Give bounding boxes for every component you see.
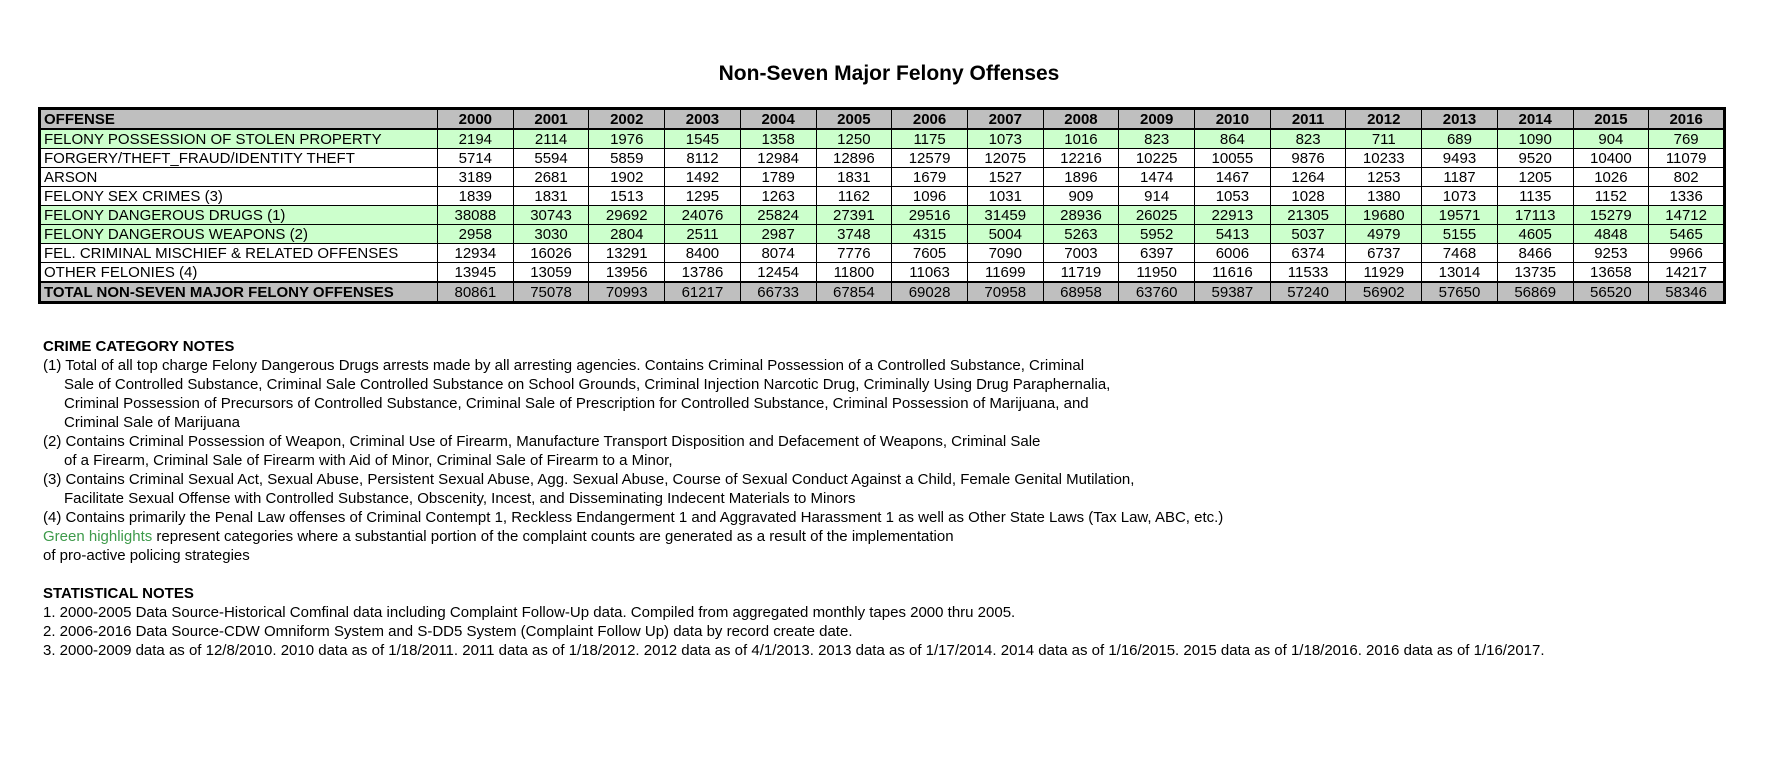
count-cell: 29692 <box>589 206 665 225</box>
count-cell: 1358 <box>740 129 816 149</box>
green-highlights-text: represent categories where a substantial portion of the complaint counts are generated as a result of the implementation <box>152 528 954 545</box>
count-cell: 12216 <box>1043 149 1119 168</box>
year-column-header: 2006 <box>892 109 968 130</box>
count-cell: 25824 <box>740 206 816 225</box>
count-cell: 11929 <box>1346 263 1422 283</box>
count-cell: 38088 <box>438 206 514 225</box>
count-cell: 22913 <box>1195 206 1271 225</box>
table-row <box>40 187 1725 206</box>
green-highlights-label: Green highlights <box>43 528 153 545</box>
note-1-line-1: (1) Total of all top charge Felony Dangerous Drugs arrests made by all arresting agencies. Contains Criminal Possession of a Controlled Substance, Criminal <box>43 357 1085 374</box>
count-cell: 13658 <box>1573 263 1649 283</box>
count-cell: 5263 <box>1043 225 1119 244</box>
count-cell: 2114 <box>513 129 589 149</box>
year-column-header: 2015 <box>1573 109 1649 130</box>
count-cell: 2804 <box>589 225 665 244</box>
offense-name: FELONY DANGEROUS WEAPONS (2) <box>40 225 438 244</box>
count-cell: 1336 <box>1649 187 1725 206</box>
count-cell: 711 <box>1346 129 1422 149</box>
count-cell: 12075 <box>967 149 1043 168</box>
count-cell: 8074 <box>740 244 816 263</box>
count-cell: 1073 <box>967 129 1043 149</box>
count-cell: 1175 <box>892 129 968 149</box>
count-cell: 12984 <box>740 149 816 168</box>
count-cell: 689 <box>1422 129 1498 149</box>
count-cell: 823 <box>1270 129 1346 149</box>
offense-name: OTHER FELONIES (4) <box>40 263 438 283</box>
count-cell: 1162 <box>816 187 892 206</box>
count-cell: 823 <box>1119 129 1195 149</box>
year-column-header: 2007 <box>967 109 1043 130</box>
count-cell: 1492 <box>665 168 741 187</box>
count-cell: 56869 <box>1497 282 1573 303</box>
year-column-header: 2016 <box>1649 109 1725 130</box>
count-cell: 11063 <box>892 263 968 283</box>
stat-note-3: 3. 2000-2009 data as of 12/8/2010. 2010 data as of 1/18/2011. 2011 data as of 1/18/2012. 2012 data as of 4/1/2013. 2013 data as of 1/17/2014. 2014 data as of 1/16/2015. 2015 data as of 1/18/2016. 2016 data as of 1/16/2017. <box>43 642 1545 659</box>
year-column-header: 2009 <box>1119 109 1195 130</box>
count-cell: 802 <box>1649 168 1725 187</box>
count-cell: 11699 <box>967 263 1043 283</box>
year-column-header: 2013 <box>1422 109 1498 130</box>
count-cell: 61217 <box>665 282 741 303</box>
count-cell: 1839 <box>438 187 514 206</box>
count-cell: 13014 <box>1422 263 1498 283</box>
offense-name: ARSON <box>40 168 438 187</box>
count-cell: 67854 <box>816 282 892 303</box>
count-cell: 7468 <box>1422 244 1498 263</box>
year-column-header: 2010 <box>1195 109 1271 130</box>
count-cell: 30743 <box>513 206 589 225</box>
count-cell: 9253 <box>1573 244 1649 263</box>
count-cell: 1295 <box>665 187 741 206</box>
count-cell: 1028 <box>1270 187 1346 206</box>
count-cell: 12896 <box>816 149 892 168</box>
count-cell: 11719 <box>1043 263 1119 283</box>
count-cell: 6737 <box>1346 244 1422 263</box>
count-cell: 7003 <box>1043 244 1119 263</box>
count-cell: 1263 <box>740 187 816 206</box>
count-cell: 5037 <box>1270 225 1346 244</box>
note-1-line-3: Criminal Possession of Precursors of Controlled Substance, Criminal Sale of Prescription for Controlled Substance, Criminal Possession of Marijuana, and <box>64 395 1089 412</box>
count-cell: 904 <box>1573 129 1649 149</box>
count-cell: 13956 <box>589 263 665 283</box>
note-1-line-2: Sale of Controlled Substance, Criminal Sale Controlled Substance on School Grounds, Criminal Injection Narcotic Drug, Criminally Using Drug Paraphernalia, <box>64 376 1111 393</box>
count-cell: 13059 <box>513 263 589 283</box>
count-cell: 24076 <box>665 206 741 225</box>
count-cell: 70958 <box>967 282 1043 303</box>
count-cell: 63760 <box>1119 282 1195 303</box>
count-cell: 9966 <box>1649 244 1725 263</box>
year-column-header: 2001 <box>513 109 589 130</box>
year-column-header: 2003 <box>665 109 741 130</box>
count-cell: 4605 <box>1497 225 1573 244</box>
count-cell: 4979 <box>1346 225 1422 244</box>
count-cell: 909 <box>1043 187 1119 206</box>
note-3-line-1: (3) Contains Criminal Sexual Act, Sexual Abuse, Persistent Sexual Abuse, Agg. Sexual Abuse, Course of Sexual Conduct Against a Child, Female Genital Mutilation, <box>43 471 1135 488</box>
count-cell: 9493 <box>1422 149 1498 168</box>
count-cell: 4315 <box>892 225 968 244</box>
table-row <box>40 225 1725 244</box>
count-cell: 11800 <box>816 263 892 283</box>
count-cell: 5004 <box>967 225 1043 244</box>
stat-note-2: 2. 2006-2016 Data Source-CDW Omniform System and S-DD5 System (Complaint Follow Up) data by record create date. <box>43 623 853 640</box>
count-cell: 1474 <box>1119 168 1195 187</box>
count-cell: 2511 <box>665 225 741 244</box>
count-cell: 14712 <box>1649 206 1725 225</box>
count-cell: 1187 <box>1422 168 1498 187</box>
count-cell: 3748 <box>816 225 892 244</box>
count-cell: 1096 <box>892 187 968 206</box>
count-cell: 12579 <box>892 149 968 168</box>
count-cell: 2681 <box>513 168 589 187</box>
count-cell: 5859 <box>589 149 665 168</box>
table-row <box>40 206 1725 225</box>
count-cell: 21305 <box>1270 206 1346 225</box>
count-cell: 31459 <box>967 206 1043 225</box>
count-cell: 1527 <box>967 168 1043 187</box>
count-cell: 13735 <box>1497 263 1573 283</box>
year-column-header: 2005 <box>816 109 892 130</box>
count-cell: 8466 <box>1497 244 1573 263</box>
count-cell: 864 <box>1195 129 1271 149</box>
count-cell: 10400 <box>1573 149 1649 168</box>
count-cell: 11950 <box>1119 263 1195 283</box>
count-cell: 69028 <box>892 282 968 303</box>
count-cell: 1831 <box>816 168 892 187</box>
count-cell: 19571 <box>1422 206 1498 225</box>
count-cell: 1896 <box>1043 168 1119 187</box>
year-column-header: 2011 <box>1270 109 1346 130</box>
note-2-line-2: of a Firearm, Criminal Sale of Firearm with Aid of Minor, Criminal Sale of Firearm to a Minor, <box>64 452 673 469</box>
count-cell: 1152 <box>1573 187 1649 206</box>
count-cell: 17113 <box>1497 206 1573 225</box>
count-cell: 1090 <box>1497 129 1573 149</box>
offense-name: FORGERY/THEFT_FRAUD/IDENTITY THEFT <box>40 149 438 168</box>
count-cell: 1467 <box>1195 168 1271 187</box>
year-column-header: 2000 <box>438 109 514 130</box>
count-cell: 1026 <box>1573 168 1649 187</box>
table-row <box>40 263 1725 283</box>
year-column-header: 2002 <box>589 109 665 130</box>
count-cell: 11079 <box>1649 149 1725 168</box>
count-cell: 16026 <box>513 244 589 263</box>
count-cell: 5155 <box>1422 225 1498 244</box>
count-cell: 57650 <box>1422 282 1498 303</box>
count-cell: 56520 <box>1573 282 1649 303</box>
count-cell: 4848 <box>1573 225 1649 244</box>
count-cell: 1976 <box>589 129 665 149</box>
count-cell: 5413 <box>1195 225 1271 244</box>
green-highlight-note <box>43 527 1723 546</box>
count-cell: 1073 <box>1422 187 1498 206</box>
count-cell: 1053 <box>1195 187 1271 206</box>
count-cell: 6006 <box>1195 244 1271 263</box>
green-highlight-note-line-2: of pro-active policing strategies <box>43 547 250 564</box>
count-cell: 9876 <box>1270 149 1346 168</box>
table-body <box>40 129 1725 303</box>
count-cell: 5952 <box>1119 225 1195 244</box>
count-cell: 7090 <box>967 244 1043 263</box>
offense-name: TOTAL NON-SEVEN MAJOR FELONY OFFENSES <box>40 282 438 303</box>
page-title: Non-Seven Major Felony Offenses <box>718 62 1060 85</box>
felony-table <box>38 107 1726 304</box>
count-cell: 80861 <box>438 282 514 303</box>
offense-name: FEL. CRIMINAL MISCHIEF & RELATED OFFENSES <box>40 244 438 263</box>
count-cell: 6374 <box>1270 244 1346 263</box>
count-cell: 12454 <box>740 263 816 283</box>
count-cell: 1902 <box>589 168 665 187</box>
count-cell: 5594 <box>513 149 589 168</box>
offense-name: FELONY SEX CRIMES (3) <box>40 187 438 206</box>
count-cell: 6397 <box>1119 244 1195 263</box>
count-cell: 5465 <box>1649 225 1725 244</box>
count-cell: 8400 <box>665 244 741 263</box>
count-cell: 1250 <box>816 129 892 149</box>
count-cell: 2987 <box>740 225 816 244</box>
count-cell: 28936 <box>1043 206 1119 225</box>
crime-notes-header: CRIME CATEGORY NOTES <box>43 338 235 355</box>
count-cell: 3189 <box>438 168 514 187</box>
count-cell: 57240 <box>1270 282 1346 303</box>
stat-note-1: 1. 2000-2005 Data Source-Historical Comfinal data including Complaint Follow-Up data. Compiled from aggregated monthly tapes 2000 thru 2005. <box>43 604 1016 621</box>
count-cell: 1831 <box>513 187 589 206</box>
year-column-header: 2012 <box>1346 109 1422 130</box>
count-cell: 3030 <box>513 225 589 244</box>
notes-section <box>43 337 1723 660</box>
count-cell: 58346 <box>1649 282 1725 303</box>
offense-name: FELONY DANGEROUS DRUGS (1) <box>40 206 438 225</box>
table-row <box>40 129 1725 149</box>
count-cell: 2958 <box>438 225 514 244</box>
count-cell: 29516 <box>892 206 968 225</box>
count-cell: 13786 <box>665 263 741 283</box>
count-cell: 11533 <box>1270 263 1346 283</box>
count-cell: 10225 <box>1119 149 1195 168</box>
count-cell: 70993 <box>589 282 665 303</box>
statistical-notes-header: STATISTICAL NOTES <box>43 585 194 602</box>
count-cell: 1513 <box>589 187 665 206</box>
count-cell: 1031 <box>967 187 1043 206</box>
count-cell: 27391 <box>816 206 892 225</box>
count-cell: 26025 <box>1119 206 1195 225</box>
count-cell: 914 <box>1119 187 1195 206</box>
year-column-header: 2008 <box>1043 109 1119 130</box>
table-row <box>40 244 1725 263</box>
year-column-header: 2014 <box>1497 109 1573 130</box>
count-cell: 56902 <box>1346 282 1422 303</box>
count-cell: 68958 <box>1043 282 1119 303</box>
count-cell: 7605 <box>892 244 968 263</box>
count-cell: 14217 <box>1649 263 1725 283</box>
count-cell: 1545 <box>665 129 741 149</box>
table-header-row <box>40 109 1725 130</box>
count-cell: 1205 <box>1497 168 1573 187</box>
count-cell: 10055 <box>1195 149 1271 168</box>
table-row <box>40 168 1725 187</box>
count-cell: 1380 <box>1346 187 1422 206</box>
table-row <box>40 149 1725 168</box>
total-row <box>40 282 1725 303</box>
count-cell: 75078 <box>513 282 589 303</box>
count-cell: 8112 <box>665 149 741 168</box>
count-cell: 15279 <box>1573 206 1649 225</box>
count-cell: 5714 <box>438 149 514 168</box>
count-cell: 19680 <box>1346 206 1422 225</box>
year-column-header: 2004 <box>740 109 816 130</box>
count-cell: 1789 <box>740 168 816 187</box>
count-cell: 9520 <box>1497 149 1573 168</box>
count-cell: 1135 <box>1497 187 1573 206</box>
count-cell: 2194 <box>438 129 514 149</box>
count-cell: 13945 <box>438 263 514 283</box>
count-cell: 7776 <box>816 244 892 263</box>
count-cell: 769 <box>1649 129 1725 149</box>
offense-name: FELONY POSSESSION OF STOLEN PROPERTY <box>40 129 438 149</box>
offense-column-header: OFFENSE <box>40 109 438 130</box>
count-cell: 1264 <box>1270 168 1346 187</box>
count-cell: 1016 <box>1043 129 1119 149</box>
note-2-line-1: (2) Contains Criminal Possession of Weapon, Criminal Use of Firearm, Manufacture Transport Disposition and Defacement of Weapons, Criminal Sale <box>43 433 1041 450</box>
note-4: (4) Contains primarily the Penal Law offenses of Criminal Contempt 1, Reckless Endangerment 1 and Aggravated Harassment 1 as well as Other State Laws (Tax Law, ABC, etc.) <box>43 509 1224 526</box>
count-cell: 12934 <box>438 244 514 263</box>
note-1-line-4: Criminal Sale of Marijuana <box>64 414 240 431</box>
note-3-line-2: Facilitate Sexual Offense with Controlled Substance, Obscenity, Incest, and Disseminating Indecent Materials to Minors <box>64 490 856 507</box>
count-cell: 59387 <box>1195 282 1271 303</box>
count-cell: 13291 <box>589 244 665 263</box>
count-cell: 1679 <box>892 168 968 187</box>
count-cell: 66733 <box>740 282 816 303</box>
count-cell: 11616 <box>1195 263 1271 283</box>
count-cell: 1253 <box>1346 168 1422 187</box>
count-cell: 10233 <box>1346 149 1422 168</box>
